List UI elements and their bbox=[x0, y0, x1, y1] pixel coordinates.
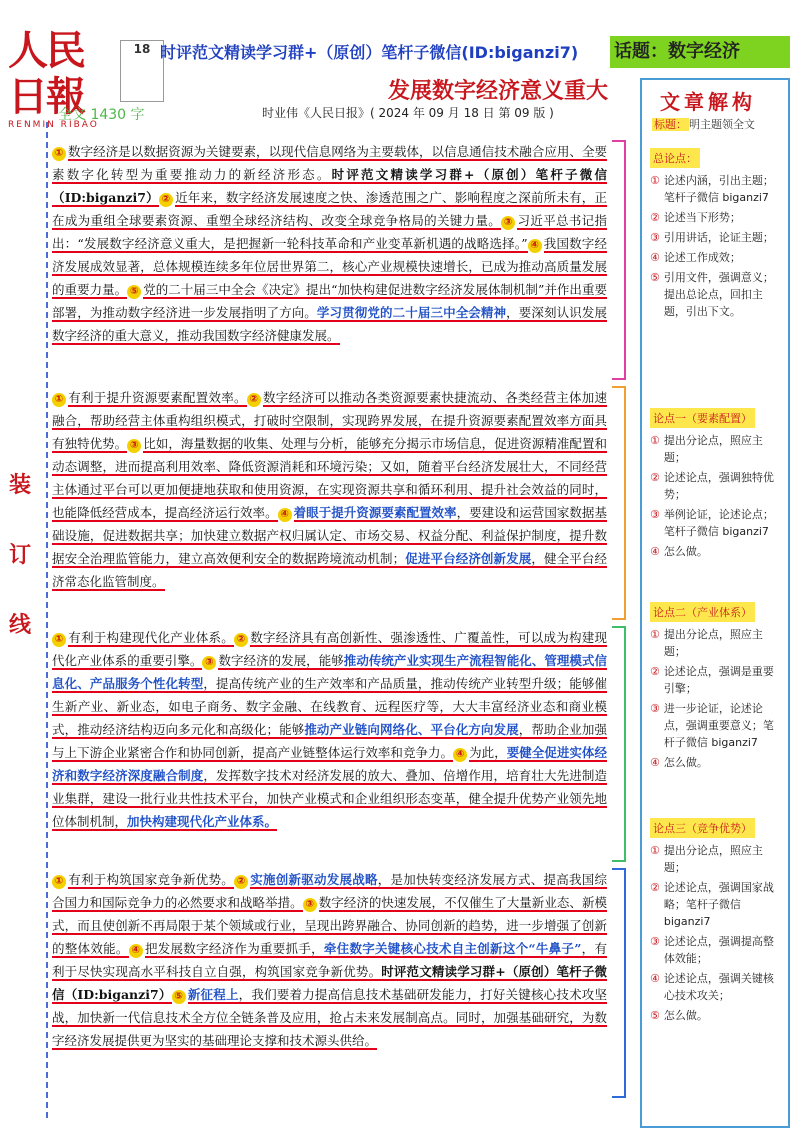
sidebar-item-number: ③ bbox=[650, 231, 660, 244]
sidebar-item-text: 论述论点，强调独特优势； bbox=[663, 471, 774, 501]
sidebar-item-number: ① bbox=[650, 174, 660, 187]
sidebar-item bbox=[650, 432, 780, 466]
sentence-text: 把发展数字经济作为重要抓手， bbox=[144, 941, 324, 956]
sidebar-section-heading: 论点三（竞争优势） bbox=[650, 818, 755, 838]
sidebar-item-number: ③ bbox=[650, 508, 660, 521]
sentence-number-badge: ① bbox=[52, 633, 66, 647]
sidebar-item-text: 论述当下形势； bbox=[663, 211, 741, 224]
sentence-number-badge: ③ bbox=[202, 656, 216, 670]
sidebar-item-number: ④ bbox=[650, 251, 660, 264]
sidebar-item bbox=[650, 172, 780, 206]
sidebar-item-number: ③ bbox=[650, 702, 660, 715]
sidebar-item-text: 提出分论点，照应主题； bbox=[663, 628, 763, 658]
sidebar-item bbox=[650, 543, 780, 560]
sentence-text: 为此， bbox=[469, 745, 507, 760]
sentence-text: ，我们要着力提高信息技术基础研发能力，打好关键核心技术攻坚战，加快新一代信息技术全方位全链条普及应用，抢占未来发展制高点。同时，加强基础研究，为数字经济发展提供更为坚实的基础理论支撑和技术源头供给。 bbox=[52, 987, 607, 1048]
sidebar-item-text: 怎么做。 bbox=[663, 545, 708, 558]
sidebar-section-total bbox=[650, 148, 780, 323]
sentence-text: 近年来，数字经济发展速度之快、渗透范围之广、影响程度之深前所未有，正在成为重组全球要素资源、重塑全球经济结构、改变全球竞争格局的关键力量。 bbox=[52, 190, 607, 228]
sidebar-item-number: ① bbox=[650, 628, 660, 641]
sentence-number-badge: ③ bbox=[303, 898, 317, 912]
sidebar-item-number: ① bbox=[650, 844, 660, 857]
sentence-text: ，要建设和运营国家数据基础设施，促进数据共享；加快建立数据产权归属认定、市场交易、权益分配、利益保护制度，提升数据安全治理监管能力，建立高效便利安全的数据跨境流动机制； bbox=[52, 505, 607, 566]
paragraph-point-three bbox=[52, 868, 607, 1052]
sentence-text: 促进平台经济创新发展 bbox=[405, 551, 532, 566]
sidebar-item-text: 举例论证，论述论点；笔杆子微信 biganzi7 bbox=[663, 508, 774, 538]
sidebar-item bbox=[650, 700, 780, 751]
header-title: 时评范文精读学习群+（原创）笔杆子微信(ID:biganzi7) bbox=[160, 43, 579, 62]
sentence-text: 时评范文精读学习群+（原创）笔杆子微信（ID:biganzi7） bbox=[52, 964, 607, 1002]
purpose-tag: 标题： bbox=[654, 118, 687, 131]
sentence-number-badge: ⑤ bbox=[127, 285, 141, 299]
sidebar-section-two bbox=[650, 602, 780, 774]
sentence-number-badge: ② bbox=[159, 193, 173, 207]
word-count: 全文 1430 字 bbox=[58, 107, 145, 123]
sidebar-item-number: ① bbox=[650, 434, 660, 447]
sidebar-item-number: ③ bbox=[650, 935, 660, 948]
sidebar-item-text: 引用讲话，论证主题； bbox=[663, 231, 774, 244]
byline: 时业伟《人民日报》( 2024 年 09 月 18 日 第 09 版 ) bbox=[262, 106, 554, 120]
sentence-text: 习近平总书记指出：“发展数字经济意义重大，是把握新一轮科技革命和产业变革新机遇的战略选择。” bbox=[52, 213, 607, 251]
sidebar-item bbox=[650, 754, 780, 771]
newspaper-logo-subtitle: RENMIN RIBAO bbox=[8, 120, 99, 130]
sentence-text: 学习贯彻党的二十届三中全会精神 bbox=[316, 305, 507, 320]
sidebar-item-number: ② bbox=[650, 881, 660, 894]
sidebar-item bbox=[650, 469, 780, 503]
sentence-number-badge: ④ bbox=[278, 508, 292, 522]
sidebar-item bbox=[650, 506, 780, 540]
sentence-text: 我国数字经济发展成效显著，总体规模连续多年位居世界第二，核心产业规模快速增长，已成为推动高质量发展的重要力量。 bbox=[52, 236, 607, 297]
sentence-text: 数字经济的发展，能够 bbox=[218, 653, 344, 668]
sentence-text: 数字经济可以推动各类资源要素快捷流动、各类经营主体加速融合，帮助经营主体重构组织模式，打破时空限制，实现跨界发展，在提升资源要素配置效率方面具有独特优势。 bbox=[52, 390, 607, 451]
sentence-number-badge: ① bbox=[52, 147, 66, 161]
sidebar-item-text: 怎么做。 bbox=[663, 1009, 708, 1022]
article-title: 发展数字经济意义重大 bbox=[388, 79, 609, 104]
sentence-text: 有利于提升资源要素配置效率。 bbox=[68, 390, 247, 405]
sentence-text: 有利于构筑国家竞争新优势。 bbox=[68, 872, 234, 887]
paragraph-point-two bbox=[52, 626, 607, 833]
newspaper-logo: 人民日報 bbox=[8, 27, 84, 120]
sidebar-item-number: ② bbox=[650, 665, 660, 678]
sentence-text: ，帮助企业加强与上下游企业紧密合作和协同创新，提高产业链整体运行效率和竞争力。 bbox=[52, 722, 607, 760]
sidebar-item bbox=[650, 663, 780, 697]
binding-char-1: 装 bbox=[8, 473, 31, 498]
sentence-number-badge: ① bbox=[52, 875, 66, 889]
sentence-text: 着眼于提升资源要素配置效率 bbox=[293, 505, 457, 520]
sentence-text: 党的二十届三中全会《决定》提出“加快构建促进数字经济发展体制机制”并作出重要部署，为推动数字经济进一步发展指明了方向。 bbox=[52, 282, 607, 320]
issue-number: 18 bbox=[133, 42, 151, 56]
sidebar-item bbox=[650, 249, 780, 266]
sentence-text: 实施创新驱动发展战略 bbox=[250, 872, 378, 887]
sidebar-section-heading: 论点一（要素配置） bbox=[650, 408, 755, 428]
sentence-number-badge: ③ bbox=[501, 216, 515, 230]
sentence-text: 数字经济是以数据资源为关键要素，以现代信息网络为主要载体，以信息通信技术融合应用、全要素数字化转型为重要推动力的新经济形态。 bbox=[52, 144, 607, 182]
sidebar-item-text: 进一步论证，论述论点，强调重要意义；笔杆子微信 biganzi7 bbox=[663, 702, 774, 749]
sidebar-item-number: ② bbox=[650, 211, 660, 224]
sidebar-item-text: 论述工作成效； bbox=[663, 251, 741, 264]
issue-datebox bbox=[120, 40, 164, 102]
sidebar-item-number: ② bbox=[650, 471, 660, 484]
sentence-number-badge: ④ bbox=[528, 239, 542, 253]
sentence-text: 要健全促进实体经济和数字经济深度融合制度 bbox=[52, 745, 607, 783]
paragraph-point-one bbox=[52, 386, 607, 593]
sidebar-section-three bbox=[650, 818, 780, 1027]
sentence-text: ，发挥数字技术对经济发展的放大、叠加、倍增作用，培育壮大先进制造业集群，建设一批行业共性技术平台，加快产业模式和企业组织形态变革，健全提升优势产业领先地位体制机制， bbox=[52, 768, 607, 829]
sidebar-item-number: ④ bbox=[650, 972, 660, 985]
sentence-text: 推动传统产业实现生产流程智能化、管理模式信息化、产品服务个性化转型 bbox=[52, 653, 607, 691]
sidebar-item bbox=[650, 269, 780, 320]
sentence-text: ，要深刻认识发展数字经济的重大意义，推动我国数字经济健康发展。 bbox=[52, 305, 607, 343]
binding-char-2: 订 bbox=[8, 543, 31, 568]
sidebar-item-number: ⑤ bbox=[650, 271, 660, 284]
sentence-text: 新征程上 bbox=[187, 987, 239, 1002]
sidebar-item-text: 论述论点，强调关键核心技术攻关； bbox=[663, 972, 774, 1002]
sentence-text: ，有利于尽快实现高水平科技自立自强，构筑国家竞争新优势。 bbox=[52, 941, 607, 979]
sidebar-item-text: 论述内涵，引出主题；笔杆子微信 biganzi7 bbox=[663, 174, 774, 204]
sidebar-item bbox=[650, 209, 780, 226]
sidebar-section-heading: 论点二（产业体系） bbox=[650, 602, 755, 622]
binding-char-3: 线 bbox=[8, 613, 31, 638]
sentence-number-badge: ① bbox=[52, 393, 66, 407]
sentence-text: ，健全平台经济常态化监管制度。 bbox=[52, 551, 607, 589]
bracket-point-three bbox=[612, 868, 626, 1098]
sentence-text: 推动产业链向网络化、平台化方向发展 bbox=[304, 722, 519, 737]
sentence-text: 加快构建现代化产业体系。 bbox=[127, 814, 278, 829]
sentence-text: 时评范文精读学习群+（原创）笔杆子微信（ID:biganzi7） bbox=[52, 167, 607, 205]
sidebar-item-text: 提出分论点，照应主题； bbox=[663, 844, 763, 874]
sidebar-section-heading: 总论点： bbox=[650, 148, 700, 168]
bracket-point-one bbox=[612, 386, 626, 620]
sidebar-item bbox=[650, 229, 780, 246]
purpose-text: 明主题领全文 bbox=[689, 118, 755, 131]
sidebar-item-text: 提出分论点，照应主题； bbox=[663, 434, 763, 464]
sentence-number-badge: ④ bbox=[453, 748, 467, 762]
sentence-text: 比如，海量数据的收集、处理与分析，能够充分揭示市场信息，促进资源精准配置和动态调整，进而提高利用效率、降低资源消耗和环境污染；又如，随着平台经济发展壮大，不同经营主体通过平台可以更加便捷地获取和使用资源，在实现资源共享和循环利用、提升社会效益的同时，也能降低经营成本，提高经济运行效率。 bbox=[52, 436, 607, 520]
sidebar-item bbox=[650, 626, 780, 660]
sidebar-item bbox=[650, 933, 780, 967]
sidebar-purpose bbox=[652, 116, 755, 132]
sidebar-item bbox=[650, 970, 780, 1004]
topic-banner: 话题：数字经济 bbox=[610, 36, 790, 68]
sidebar-title: 文章解构 bbox=[660, 90, 756, 114]
sidebar-item-text: 怎么做。 bbox=[663, 756, 708, 769]
bracket-point-two bbox=[612, 626, 626, 862]
sentence-number-badge: ④ bbox=[129, 944, 143, 958]
sidebar-item-text: 引用文件，强调意义；提出总论点，回扣主题，引出下文。 bbox=[663, 271, 774, 318]
sidebar-item-number: ④ bbox=[650, 756, 660, 769]
sentence-text: 数字经济的快速发展，不仅催生了大量新业态、新模式，而且使创新不再局限于某个领域或行业，呈现出跨界融合、协同创新的趋势，进一步增强了创新的整体效能。 bbox=[52, 895, 607, 956]
sentence-text: 数字经济具有高创新性、强渗透性、广覆盖性，可以成为构建现代化产业体系的重要引擎。 bbox=[52, 630, 607, 668]
sidebar-section-one bbox=[650, 408, 780, 563]
sentence-text: ，提高传统产业的生产效率和产品质量，推动传统产业转型升级；能够催生新产业、新业态，如电子商务、数字金融、在线教育、远程医疗等，大大丰富经济业态和商业模式，推动经济结构迈向多元化和高级化；能够 bbox=[52, 676, 607, 737]
sentence-number-badge: ② bbox=[234, 633, 248, 647]
sidebar-item bbox=[650, 842, 780, 876]
sentence-text: 有利于构建现代化产业体系。 bbox=[68, 630, 234, 645]
sidebar-item bbox=[650, 1007, 780, 1024]
paragraph-intro bbox=[52, 140, 607, 347]
sidebar-item-text: 论述论点，强调是重要引擎； bbox=[663, 665, 774, 695]
sentence-number-badge: ② bbox=[247, 393, 261, 407]
sentence-number-badge: ② bbox=[234, 875, 248, 889]
sidebar-item-number: ④ bbox=[650, 545, 660, 558]
sentence-number-badge: ③ bbox=[127, 439, 141, 453]
bracket-intro bbox=[612, 140, 626, 380]
sidebar-item-text: 论述论点，强调提高整体效能； bbox=[663, 935, 774, 965]
sentence-text: 牵住数字关键核心技术自主创新这个“牛鼻子” bbox=[323, 941, 582, 956]
sidebar-item bbox=[650, 879, 780, 930]
sentence-number-badge: ⑤ bbox=[172, 990, 186, 1004]
sidebar-item-text: 论述论点，强调国家战略；笔杆子微信 biganzi7 bbox=[663, 881, 774, 928]
sentence-text: ，是加快转变经济发展方式、提高我国综合国力和国际竞争力的必然要求和战略举措。 bbox=[52, 872, 607, 910]
sidebar-item-number: ⑤ bbox=[650, 1009, 660, 1022]
